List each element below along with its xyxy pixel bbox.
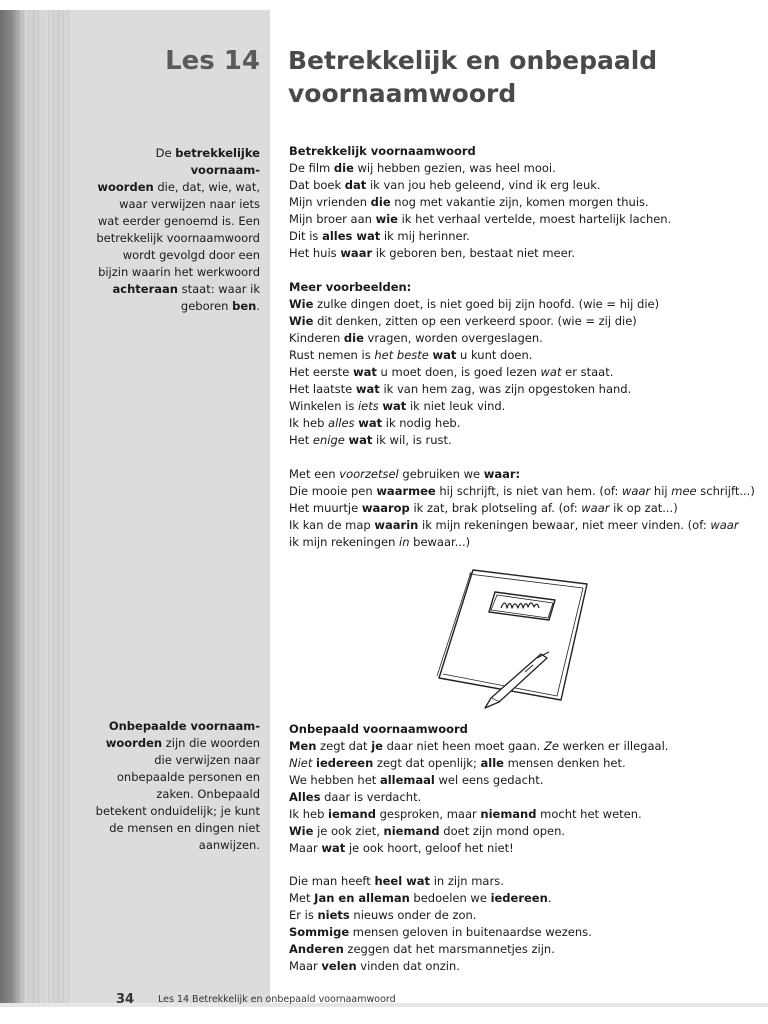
text-run: Het laatste xyxy=(289,382,356,396)
text-run: Dat boek xyxy=(289,178,345,192)
text-run: nog met vakantie zijn, komen morgen thuis. xyxy=(390,195,649,209)
text-run: Het eerste xyxy=(289,365,353,379)
emphasis-text: je xyxy=(371,739,383,753)
note-text: staat: waar ik xyxy=(177,282,260,296)
emphasis-text: waarop xyxy=(361,501,410,515)
emphasis-text: alle xyxy=(480,756,504,770)
text-run: Ik kan de map xyxy=(289,518,375,532)
emphasis-text: niemand xyxy=(480,807,537,821)
example-sentence xyxy=(289,364,749,381)
section-indefinite-pronoun xyxy=(289,721,749,857)
emphasis-text: Wie xyxy=(289,824,314,838)
text-run: Dit is xyxy=(289,229,323,243)
italic-text: voorzetsel xyxy=(339,467,399,481)
emphasis-text: die xyxy=(343,331,364,345)
italic-text: enige xyxy=(312,433,345,447)
text-run: hij xyxy=(650,484,672,498)
example-sentence xyxy=(289,177,749,194)
example-sentence xyxy=(289,924,749,941)
page-title xyxy=(288,44,748,110)
example-sentence xyxy=(289,958,749,975)
text-run: daar is verdacht. xyxy=(320,790,422,804)
emphasis-text: die xyxy=(370,195,391,209)
text-run: je ook ziet, xyxy=(313,824,384,838)
note-text: wordt gevolgd door een xyxy=(122,248,260,262)
text-run: ik nodig heb. xyxy=(382,416,461,430)
emphasis-text: alles wat xyxy=(322,229,381,243)
margin-note-relative-pronouns xyxy=(88,145,260,315)
emphasis-text: Jan en alleman xyxy=(314,891,410,905)
text-run: gebruiken we xyxy=(398,467,484,481)
emphasis-text: Wie xyxy=(289,314,314,328)
example-sentence xyxy=(289,466,749,483)
note-emphasis: betrekkelijke voornaam- xyxy=(175,146,260,177)
text-run: bedoelen we xyxy=(409,891,491,905)
text-run: er staat. xyxy=(561,365,614,379)
note-text: de mensen en dingen niet xyxy=(109,821,260,835)
page-number: 34 xyxy=(116,992,135,1007)
text-run: u moet doen, is goed lezen xyxy=(376,365,541,379)
emphasis-text: waarin xyxy=(374,518,419,532)
emphasis-text: wat xyxy=(432,348,457,362)
emphasis-text: waarmee xyxy=(376,484,436,498)
text-run: doet zijn mond open. xyxy=(439,824,566,838)
example-sentence xyxy=(289,211,749,228)
emphasis-text: wat xyxy=(382,399,407,413)
example-sentence xyxy=(289,941,749,958)
section-more-examples xyxy=(289,279,749,449)
text-run: ik mijn rekeningen bewaar, niet meer vinden. (of: xyxy=(418,518,711,532)
emphasis-text: Anderen xyxy=(289,942,344,956)
note-emphasis: achteraan xyxy=(112,282,178,296)
italic-text: Ze xyxy=(543,739,559,753)
section-relative-pronoun xyxy=(289,143,749,262)
text-run: ik geboren ben, bestaat niet meer. xyxy=(372,246,576,260)
section-heading: Meer voorbeelden: xyxy=(289,280,412,294)
text-run: We hebben het xyxy=(289,773,380,787)
text-run: Kinderen xyxy=(289,331,344,345)
text-run: . xyxy=(547,891,552,905)
running-title: Les 14 Betrekkelijk en onbepaald voornaamwoord xyxy=(158,994,396,1005)
section-preposition-waar xyxy=(289,466,755,551)
emphasis-text: wat xyxy=(348,433,373,447)
text-run: ik niet leuk vind. xyxy=(406,399,506,413)
example-sentence xyxy=(289,789,749,806)
text-run: zegt dat openlijk; xyxy=(373,756,481,770)
text-run: zeggen dat het marsmannetjes zijn. xyxy=(343,942,555,956)
emphasis-text: wie xyxy=(375,212,398,226)
example-sentence xyxy=(289,245,749,262)
text-run: Het xyxy=(289,433,313,447)
example-sentence xyxy=(289,907,749,924)
note-text: bijzin waarin het werkwoord xyxy=(98,265,260,279)
italic-text: het beste xyxy=(374,348,429,362)
text-run: vragen, worden overgeslagen. xyxy=(363,331,543,345)
text-run: Met een xyxy=(289,467,340,481)
page-title-line-1: Betrekkelijk en onbepaald xyxy=(288,46,658,75)
emphasis-text: iedereen xyxy=(316,756,374,770)
example-sentence xyxy=(289,296,749,313)
text-run: wij hebben gezien, was heel mooi. xyxy=(353,161,556,175)
note-text: wat eerder genoemd is. Een xyxy=(97,214,260,228)
text-run: Het muurtje xyxy=(289,501,362,515)
emphasis-text: Sommige xyxy=(289,925,350,939)
text-run: dit denken, zitten op een verkeerd spoor. (wie = zij die) xyxy=(313,314,637,328)
example-sentence xyxy=(289,738,749,755)
text-run: ik van hem zag, was zijn opgestoken hand. xyxy=(379,382,632,396)
note-text: geboren xyxy=(180,299,233,313)
emphasis-text: iemand xyxy=(328,807,376,821)
section-heading: Betrekkelijk voornaamwoord xyxy=(289,144,476,158)
text-run: mensen geloven in buitenaardse wezens. xyxy=(349,925,592,939)
text-run: bewaar...) xyxy=(409,535,471,549)
note-emphasis: ben xyxy=(232,299,257,313)
emphasis-text: wat xyxy=(353,365,377,379)
text-run: ik van jou heb geleend, vind ik erg leuk. xyxy=(366,178,601,192)
example-sentence xyxy=(289,873,749,890)
text-run: Mijn broer aan xyxy=(289,212,376,226)
italic-text: mee xyxy=(671,484,697,498)
text-run: nieuws onder de zon. xyxy=(349,908,477,922)
note-text: . xyxy=(256,299,260,313)
text-run: Mijn vrienden xyxy=(289,195,371,209)
emphasis-text: Men xyxy=(289,739,317,753)
text-run: hij schrijft, is niet van hem. (of: xyxy=(435,484,623,498)
page-edges xyxy=(18,10,70,1005)
section-indefinite-more xyxy=(289,873,749,975)
text-run: Maar xyxy=(289,841,322,855)
text-run: De film xyxy=(289,161,334,175)
text-run: ik wil, is rust. xyxy=(372,433,452,447)
emphasis-text: heel wat xyxy=(374,874,431,888)
example-sentence xyxy=(289,483,755,500)
text-run: wel eens gedacht. xyxy=(434,773,544,787)
note-text: die, dat, wie, wat, xyxy=(153,180,260,194)
emphasis-text: Alles xyxy=(289,790,321,804)
example-sentence xyxy=(289,228,749,245)
example-sentence xyxy=(289,517,749,551)
pen-icon xyxy=(485,652,549,708)
note-text: waar verwijzen naar iets xyxy=(119,197,260,211)
note-text: die verwijzen naar xyxy=(154,753,260,767)
emphasis-text: waar xyxy=(340,246,373,260)
note-emphasis: woorden xyxy=(105,736,163,750)
lesson-number: Les 14 xyxy=(165,46,260,76)
emphasis-text: die xyxy=(333,161,354,175)
emphasis-text: waar: xyxy=(483,467,521,481)
note-text: betekent onduidelijk; je kunt xyxy=(95,804,260,818)
italic-text: alles xyxy=(328,416,355,430)
example-sentence xyxy=(289,347,749,364)
text-run: Die man heeft xyxy=(289,874,375,888)
emphasis-text: niemand xyxy=(383,824,440,838)
emphasis-text: Wie xyxy=(289,297,314,311)
example-sentence xyxy=(289,313,749,330)
text-run: zegt dat xyxy=(316,739,372,753)
page-title-line-2: voornaamwoord xyxy=(288,79,517,108)
text-run: vinden dat onzin. xyxy=(356,959,460,973)
example-sentence xyxy=(289,823,749,840)
example-sentence xyxy=(289,194,749,211)
italic-text: in xyxy=(399,535,410,549)
text-run: ik mij herinner. xyxy=(380,229,470,243)
text-run: werken er illegaal. xyxy=(558,739,669,753)
example-sentence xyxy=(289,432,749,449)
text-run: Rust nemen is xyxy=(289,348,375,362)
text-run: ik mijn rekeningen xyxy=(289,535,400,549)
text-run: Het huis xyxy=(289,246,341,260)
text-run: in zijn mars. xyxy=(430,874,504,888)
text-run: ik zat, brak plotseling af. (of: xyxy=(409,501,582,515)
example-sentence xyxy=(289,160,749,177)
example-sentence xyxy=(289,806,749,823)
example-sentence xyxy=(289,415,749,432)
emphasis-text: wat xyxy=(321,841,346,855)
emphasis-text: niets xyxy=(317,908,350,922)
emphasis-text: allemaal xyxy=(379,773,435,787)
text-run: je ook hoort, geloof het niet! xyxy=(345,841,514,855)
text-run: mocht het weten. xyxy=(536,807,642,821)
text-run: Ik heb xyxy=(289,416,329,430)
text-run: Winkelen is xyxy=(289,399,358,413)
text-run: mensen denken het. xyxy=(503,756,626,770)
text-run: Met xyxy=(289,891,315,905)
italic-text: iets xyxy=(357,399,379,413)
example-sentence xyxy=(289,330,749,347)
italic-text: Niet xyxy=(289,756,313,770)
text-run: Ik heb xyxy=(289,807,329,821)
text-run: ik op zat...) xyxy=(609,501,678,515)
example-sentence xyxy=(289,890,749,907)
italic-text: waar xyxy=(581,501,610,515)
example-sentence xyxy=(289,500,749,517)
example-sentence xyxy=(289,772,749,789)
margin-note-indefinite-pronouns xyxy=(88,718,260,854)
italic-text: waar xyxy=(622,484,651,498)
section-heading: Onbepaald voornaamwoord xyxy=(289,722,468,736)
emphasis-text: dat xyxy=(344,178,367,192)
note-text: aanwijzen. xyxy=(198,838,260,852)
text-run: Er is xyxy=(289,908,318,922)
note-emphasis: woorden xyxy=(97,180,154,194)
emphasis-text: wat xyxy=(355,382,380,396)
example-sentence xyxy=(289,381,749,398)
emphasis-text: velen xyxy=(321,959,357,973)
note-text: onbepaalde personen en xyxy=(116,770,260,784)
note-text: De xyxy=(155,146,176,160)
note-text: betrekkelijk voornaamwoord xyxy=(96,231,260,245)
text-run: daar niet heen moet gaan. xyxy=(382,739,544,753)
note-text: zijn die woorden xyxy=(162,736,260,750)
text-run: Maar xyxy=(289,959,322,973)
example-sentence xyxy=(289,840,749,857)
italic-text: waar xyxy=(710,518,739,532)
example-sentence xyxy=(289,755,749,772)
text-run: u kunt doen. xyxy=(456,348,533,362)
notebook-pen-illustration xyxy=(425,562,595,712)
emphasis-text: iedereen xyxy=(490,891,548,905)
text-run: ik het verhaal vertelde, moest hartelijk lachen. xyxy=(397,212,672,226)
text-run: schrijft...) xyxy=(696,484,755,498)
italic-text: wat xyxy=(540,365,562,379)
example-sentence xyxy=(289,398,749,415)
text-run: zulke dingen doet, is niet goed bij zijn hoofd. (wie = hij die) xyxy=(313,297,660,311)
emphasis-text: wat xyxy=(358,416,383,430)
text-run: Die mooie pen xyxy=(289,484,377,498)
note-text: zaken. Onbepaald xyxy=(156,787,260,801)
text-run: gesproken, maar xyxy=(375,807,481,821)
note-emphasis: Onbepaalde voornaam- xyxy=(108,719,260,733)
